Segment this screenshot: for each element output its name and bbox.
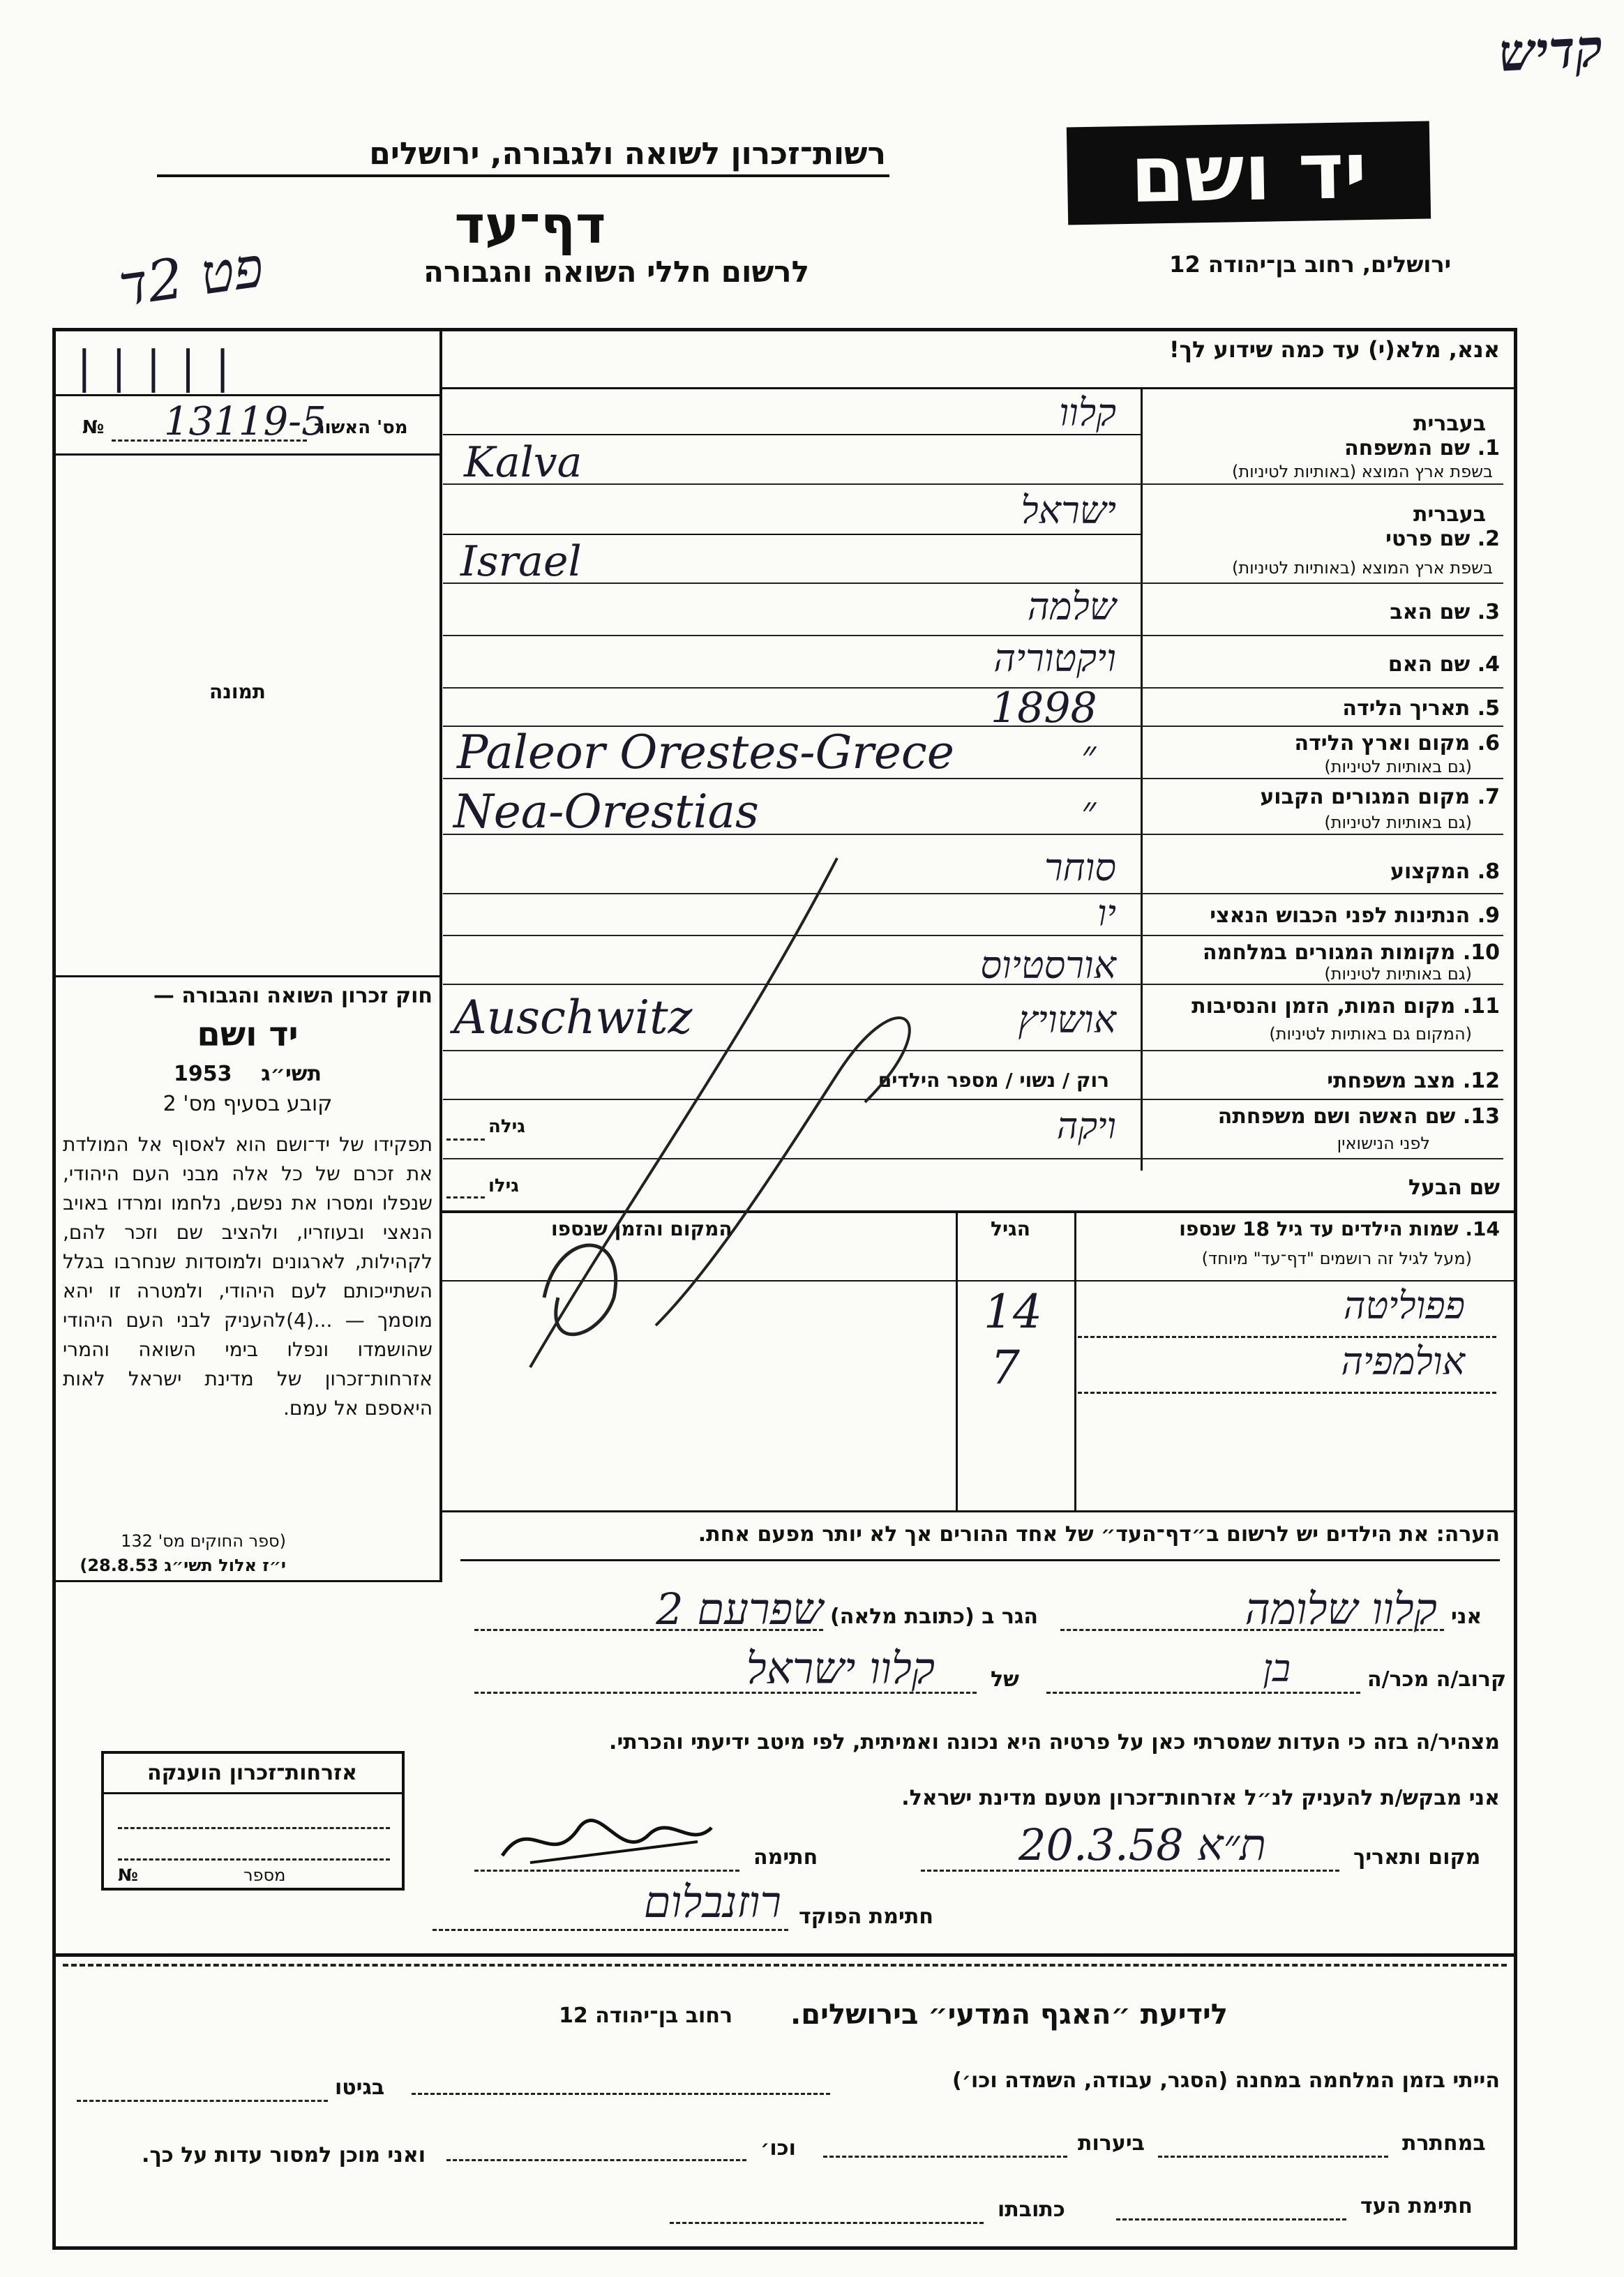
row-line <box>443 687 1503 689</box>
law-source-1: (ספר החוקים מס' 132 <box>121 1531 286 1551</box>
i-value[interactable]: קלוו שלומה <box>1245 1584 1437 1635</box>
citizenship-box <box>101 1751 405 1891</box>
field-9-num: 9. <box>1477 903 1500 928</box>
field-10-label <box>1158 940 1500 965</box>
law-clause: קובע בסעיף מס' 2 <box>163 1092 333 1116</box>
children-title: שמות הילדים עד גיל 18 שנספו <box>1179 1217 1459 1240</box>
field-13-value[interactable]: ויקה <box>1056 1106 1116 1148</box>
photo-label: תמונה <box>209 680 266 703</box>
form-subtitle: לרשום חללי השואה והגבורה <box>423 255 809 289</box>
field-1-num: 1. <box>1477 436 1500 460</box>
resides-value[interactable]: שפרעם 2 <box>656 1584 823 1635</box>
law-box-right <box>439 975 442 1582</box>
citizenship-line-2 <box>118 1858 390 1861</box>
field-5-name: תאריך הלידה <box>1342 696 1471 721</box>
field-2-label <box>1158 527 1500 551</box>
footer-line2-b: ביערות <box>1078 2131 1145 2156</box>
field-11-label <box>1158 994 1500 1019</box>
field-10-num: 10. <box>1462 940 1500 965</box>
relative-label: קרוב/ה מכר/ה <box>1367 1667 1507 1692</box>
child-1-name[interactable]: פפוליטה <box>1343 1284 1465 1328</box>
field-8-name: המקצוע <box>1390 859 1471 884</box>
field-13-age-label: גילה <box>488 1116 525 1137</box>
field-7-name: מקום המגורים הקבוע <box>1260 785 1471 809</box>
field-8-label <box>1158 859 1500 884</box>
field-6-ditto: ״ <box>1081 732 1097 778</box>
instructions: אנא, מלא(י) עד כמה שידוע לך! <box>1168 336 1500 363</box>
law-year <box>63 1062 433 1086</box>
officer-line <box>433 1929 788 1931</box>
i-label: אני <box>1451 1605 1482 1629</box>
law-year-number: 1953 <box>173 1062 232 1086</box>
field-1-value-he[interactable]: קלוו <box>1059 391 1116 435</box>
citizenship-number-label: מספר <box>243 1865 286 1885</box>
child-2-age[interactable]: 7 <box>991 1341 1020 1395</box>
citizenship-title: אזרחות־זכרון הוענקה <box>146 1761 358 1785</box>
field-husband-age-label: גילו <box>488 1175 519 1196</box>
field-6-num: 6. <box>1477 731 1500 756</box>
field-10-sub: (גם באותיות לטיניות) <box>1324 964 1472 984</box>
field-4-name: שם האם <box>1388 652 1471 677</box>
field-3-name: שם האב <box>1390 600 1471 624</box>
sub-row-line <box>443 534 1141 535</box>
field-2-he-sub: בעברית <box>1413 502 1486 527</box>
field-6-sub: (גם באותיות לטיניות) <box>1324 757 1472 776</box>
footer-line2-a: במחתרת <box>1402 2131 1486 2156</box>
children-col-divider-2 <box>1074 1210 1076 1510</box>
officer-value[interactable]: רוזנבלום <box>643 1877 781 1927</box>
field-3-num: 3. <box>1477 600 1500 624</box>
field-9-label <box>1158 903 1500 928</box>
labels-column-divider <box>1141 389 1143 1171</box>
field-7-label <box>1158 785 1500 809</box>
footer-line1-b-field <box>77 2100 328 2102</box>
yad-vashem-logo <box>1067 121 1431 225</box>
child-2-name[interactable]: אולמפיה <box>1341 1339 1465 1383</box>
top-stamp: קדיש <box>1497 18 1605 84</box>
footer-line2-c: וכו׳ <box>760 2136 796 2160</box>
place-date-label: מקום ותאריך <box>1353 1845 1481 1870</box>
field-2-lat-sub: בשפת ארץ המוצא (באותיות לטיניות) <box>1232 558 1493 578</box>
registration-field-line <box>112 439 307 442</box>
children-num: 14. <box>1465 1217 1500 1240</box>
note-underline <box>460 1559 1500 1561</box>
signature <box>488 1800 719 1877</box>
field-13-label <box>1158 1104 1500 1129</box>
children-sub: (מעל לגיל זה רושמים "דף־עד" מיוחד) <box>1201 1249 1472 1268</box>
footer-line2-c-field <box>446 2159 746 2161</box>
place-date-value[interactable]: ת״א 20.3.58 <box>1018 1819 1266 1870</box>
row-line <box>443 583 1503 584</box>
officer-label: חתימת הפוקד <box>799 1904 933 1929</box>
footer-dashed-divider <box>63 1964 1507 1967</box>
field-4-label <box>1158 652 1500 677</box>
field-6-name: מקום וארץ הלידה <box>1294 731 1471 756</box>
field-11-value-lat[interactable]: Auschwitz <box>453 991 693 1044</box>
field-2-value-lat[interactable]: Israel <box>460 537 582 586</box>
relative-value[interactable]: בן <box>1263 1646 1291 1690</box>
handwritten-mark: פט 2ד <box>114 234 268 320</box>
citizenship-title-line <box>104 1792 402 1794</box>
note: הערה: את הילדים יש לרשום ב״דף־העד״ של אחד ההורים אך לא יותר מפעם אחת. <box>698 1522 1500 1547</box>
law-source-2: י״ז אלול תשי״ג 28.8.53) <box>80 1556 286 1575</box>
org-underline <box>157 174 889 177</box>
field-3-value[interactable]: שלמה <box>1027 585 1116 629</box>
field-2-name: שם פרטי <box>1385 527 1471 551</box>
statement: מצהיר/ה בזה כי העדות שמסרתי כאן על פרטיה היא נכונה ואמיתית, לפי מיטב ידיעתי והכרתי. <box>609 1730 1500 1754</box>
of-label: של <box>991 1667 1019 1692</box>
field-4-value[interactable]: ויקטוריה <box>993 636 1116 680</box>
children-bottom <box>442 1510 1517 1512</box>
field-1-label <box>1158 436 1500 460</box>
field-12-num: 12. <box>1462 1069 1500 1093</box>
form-title: דף־עד <box>454 195 606 255</box>
field-11-num: 11. <box>1462 994 1500 1019</box>
field-4-num: 4. <box>1477 652 1500 677</box>
field-1-name: שם המשפחה <box>1344 436 1471 460</box>
field-9-name: הנתינות לפני הכבוש הנאצי <box>1210 903 1471 928</box>
instructions-divider <box>442 387 1517 389</box>
i-field-line <box>1060 1629 1444 1631</box>
field-13-num: 13. <box>1462 1104 1500 1129</box>
signature-label: חתימה <box>753 1845 818 1870</box>
resides-label: הגר ב (כתובת מלאה) <box>830 1605 1039 1629</box>
children-label <box>1081 1217 1500 1240</box>
field-11-name: מקום המות, הזמן והנסיבות <box>1191 994 1456 1019</box>
registration-value[interactable]: 13119-5 <box>164 399 326 444</box>
resides-field-line <box>474 1629 823 1631</box>
footer-line1-b: בגיטו <box>335 2075 385 2100</box>
registration-box-bottom <box>55 394 439 396</box>
children-col-age: הגיל <box>991 1217 1030 1240</box>
footer-line3-a-field <box>1116 2218 1346 2220</box>
registration-ticks: ||||| <box>77 342 250 393</box>
field-13-name: שם האשה ושם משפחתה <box>1217 1104 1456 1129</box>
of-field-line <box>474 1692 977 1694</box>
children-col-place: המקום והזמן שנספו <box>551 1217 732 1240</box>
row-line <box>443 483 1503 485</box>
field-11-value-he[interactable]: אושויץ <box>1018 998 1116 1042</box>
field-1-he-sub: בעברית <box>1413 412 1486 436</box>
field-1-value-lat[interactable]: Kalva <box>464 438 582 487</box>
place-date-line <box>921 1870 1339 1872</box>
field-10-name: מקומות המגורים במלחמה <box>1203 940 1456 965</box>
field-2-value-he[interactable]: ישראל <box>1021 488 1116 532</box>
registration-bottom-rule <box>55 453 439 456</box>
law-box-bottom <box>55 1580 439 1582</box>
field-husband-label: שם הבעל <box>1408 1175 1500 1200</box>
field-8-num: 8. <box>1477 859 1500 884</box>
logo-text: יד ושם <box>1129 126 1368 220</box>
field-13-sub: לפני הנישואין <box>1337 1134 1430 1153</box>
field-5-label <box>1158 696 1500 721</box>
footer-title: לידיעת ״האגף המדעי״ בירושלים. <box>790 1999 1228 2031</box>
law-box-top <box>55 975 439 977</box>
field-5-num: 5. <box>1477 696 1500 721</box>
field-9-value[interactable]: יו <box>1097 893 1116 935</box>
field-11-sub: (המקום גם באותיות לטיניות) <box>1269 1024 1472 1044</box>
field-7-num: 7. <box>1477 785 1500 809</box>
law-logo: יד ושם <box>197 1015 299 1054</box>
footer-line1-a: הייתי בזמן המלחמה במחנה (הסגר, עבודה, השמדה וכו׳) <box>952 2068 1500 2093</box>
address: ירושלים, רחוב בן־יהודה 12 <box>1169 251 1451 278</box>
law-text: תפקידו של יד־ושם הוא לאסוף אל המולדת את זכרם של כל אלה מבני העם היהודי, שנפלו ומסרו את נפשם, נלחמו ומרדו באויב הנאצי ובעוזריו, ולהציב שם וזכר להם, לקהילות, לארגונים ולמוסדות שנחרבו בגלל השתייכותם לעם היהודי, ולמטרה זו יהא מוסמך — ...(4)להעניק לבני העם היהודי שהושמדו ונפלו בימי השואה והמרי אזרחות־זכרון של מדינת ישראל לאות היאספם אל עמם. <box>63 1133 433 1420</box>
field-12-value: רוק / נשוי / מספר הילדים <box>878 1069 1109 1092</box>
relative-field-line <box>1046 1692 1360 1694</box>
citizenship-line-1 <box>118 1827 390 1829</box>
citizenship-number-sign: № <box>118 1865 138 1885</box>
of-value[interactable]: קלוו ישראל <box>746 1643 935 1694</box>
child-row-line <box>1078 1392 1496 1394</box>
field-3-label <box>1158 600 1500 624</box>
field-12-name: מצב משפחתי <box>1327 1069 1456 1093</box>
footer-line2-b-field <box>823 2156 1067 2158</box>
footer-line3-b: כתובתו <box>998 2197 1065 2222</box>
field-7-sub: (גם באותיות לטיניות) <box>1324 813 1472 832</box>
footer-line2-d: ואני מוכן למסור עדות על כך. <box>142 2143 426 2167</box>
footer-line3-b-field <box>670 2222 984 2224</box>
field-10-value[interactable]: אורסטיוס <box>980 943 1116 987</box>
field-2-num: 2. <box>1477 527 1500 551</box>
footer-line2-a-field <box>1158 2156 1388 2158</box>
field-12-label <box>1158 1069 1500 1093</box>
child-1-age[interactable]: 14 <box>984 1285 1042 1339</box>
field-1-lat-sub: בשפת ארץ המוצא (באותיות לטיניות) <box>1232 462 1493 481</box>
org-name: רשות־זכרון לשואה ולגבורה, ירושלים <box>369 136 886 172</box>
registration-label: מס' האשור <box>314 417 408 438</box>
footer-address: רחוב בן־יהודה 12 <box>559 2004 732 2028</box>
registration-number-sign: № <box>82 417 105 438</box>
law-heading: חוק זכרון השואה והגבורה — <box>153 984 433 1008</box>
footer-line1-field <box>412 2093 830 2095</box>
child-row-line <box>1078 1336 1496 1338</box>
field-7-value[interactable]: Nea-Orestias <box>453 785 759 839</box>
children-col-divider-1 <box>956 1210 958 1510</box>
request: אני מבקש/ת להעניק לנ״ל אזרחות־זכרון מטעם מדינת ישראל. <box>901 1786 1500 1810</box>
footer-line3-a: חתימת העד <box>1360 2194 1473 2218</box>
scribble-strikethrough <box>446 837 949 1381</box>
field-6-label <box>1158 731 1500 756</box>
field-6-value[interactable]: Paleor Orestes-Grece <box>457 726 954 779</box>
law-year-hebrew: תשי״ג <box>261 1062 322 1086</box>
field-7-ditto: ״ <box>1081 788 1097 834</box>
field-5-value[interactable]: 1898 <box>991 684 1097 732</box>
footer-divider <box>55 1953 1514 1957</box>
field-8-value[interactable]: סוחר <box>1044 846 1116 889</box>
